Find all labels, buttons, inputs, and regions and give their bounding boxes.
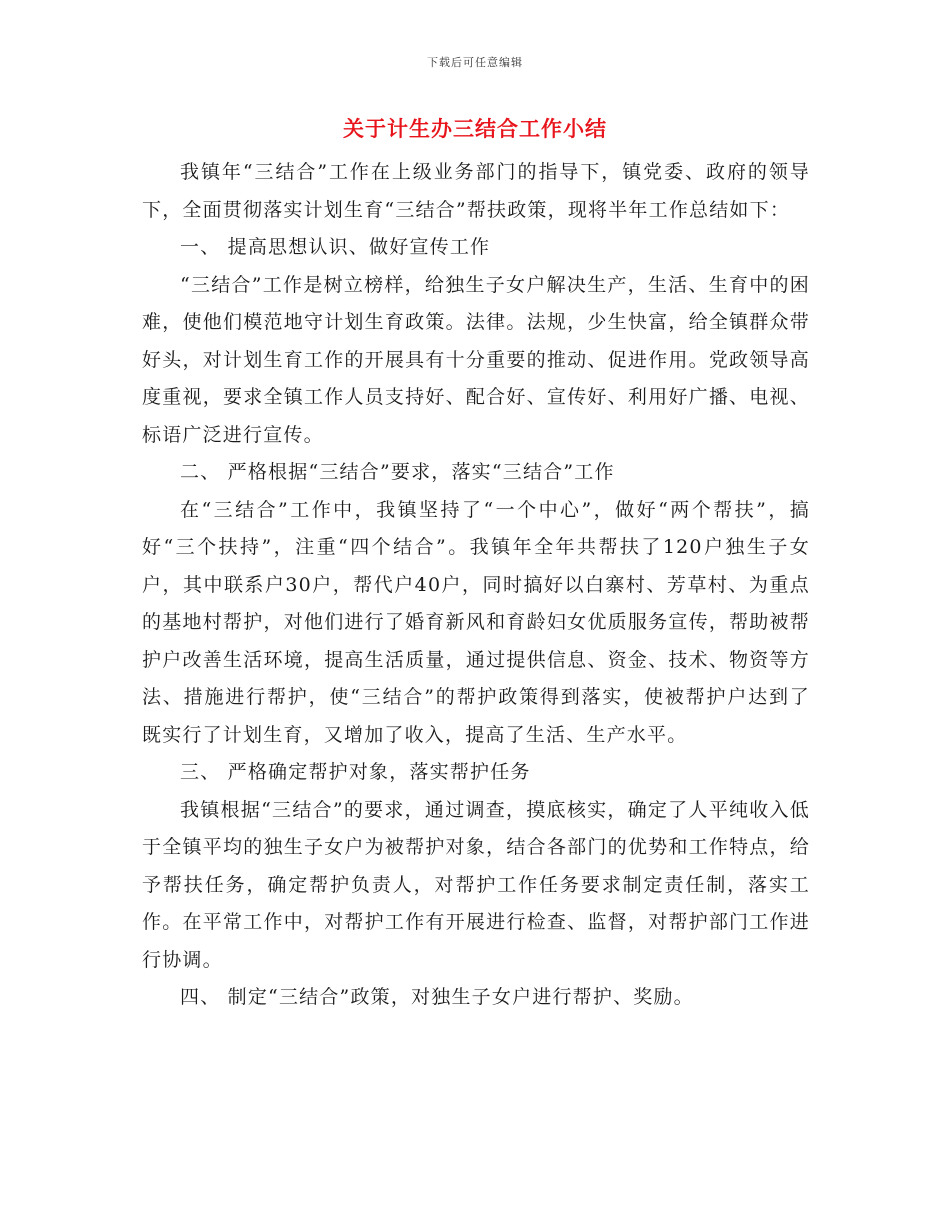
document-title: 关于计生办三结合工作小结: [343, 116, 607, 141]
section-heading-1: 一、 提高思想认识、做好宣传工作: [180, 236, 491, 258]
section-paragraph-1: “三结合”工作是树立榜样，给独生子女户解决生产，生活、生育中的困难，使他们模范地守计划生育政策。法律。法规，少生快富，给全镇群众带好头，对计划生育工作的开展具有十分重要的推动、促进作用。党政领导高度重视，要求全镇工作人员支持好、配合好、宣传好、利用好广播、电视、标语广泛进行宣传。: [142, 273, 810, 446]
document-body: [142, 154, 810, 1017]
header-note: 下载后可任意编辑: [427, 56, 523, 69]
intro-paragraph: 我镇年“三结合”工作在上级业务部门的指导下，镇党委、政府的领导下，全面贯彻落实计划生育“三结合”帮扶政策，现将半年工作总结如下：: [142, 161, 810, 221]
section-heading-3: 三、 严格确定帮护对象，落实帮护任务: [180, 761, 531, 783]
section-heading-2: 二、 严格根据“三结合”要求，落实“三结合”工作: [180, 461, 615, 483]
section-paragraph-3: 我镇根据“三结合”的要求，通过调查，摸底核实，确定了人平纯收入低于全镇平均的独生子女户为被帮护对象，结合各部门的优势和工作特点，给予帮扶任务，确定帮护负责人，对帮护工作任务要求制定责任制，落实工作。在平常工作中，对帮护工作有开展进行检查、监督，对帮护部门工作进行协调。: [142, 798, 810, 971]
section-heading-4: 四、 制定“三结合”政策，对独生子女户进行帮护、奖励。: [180, 986, 694, 1008]
section-paragraph-2: 在“三结合”工作中，我镇坚持了“一个中心”，做好“两个帮扶”，搞好“三个扶持”，注重“四个结合”。我镇年全年共帮扶了120户独生子女户，其中联系户30户，帮代户40户，同时搞好以白寨村、芳草村、为重点的基地村帮护，对他们进行了婚育新风和育龄妇女优质服务宣传，帮助被帮护户改善生活环境，提高生活质量，通过提供信息、资金、技术、物资等方法、措施进行帮护，使“三结合”的帮护政策得到落实，使被帮护户达到了既实行了计划生育，又增加了收入，提高了生活、生产水平。: [142, 498, 810, 746]
